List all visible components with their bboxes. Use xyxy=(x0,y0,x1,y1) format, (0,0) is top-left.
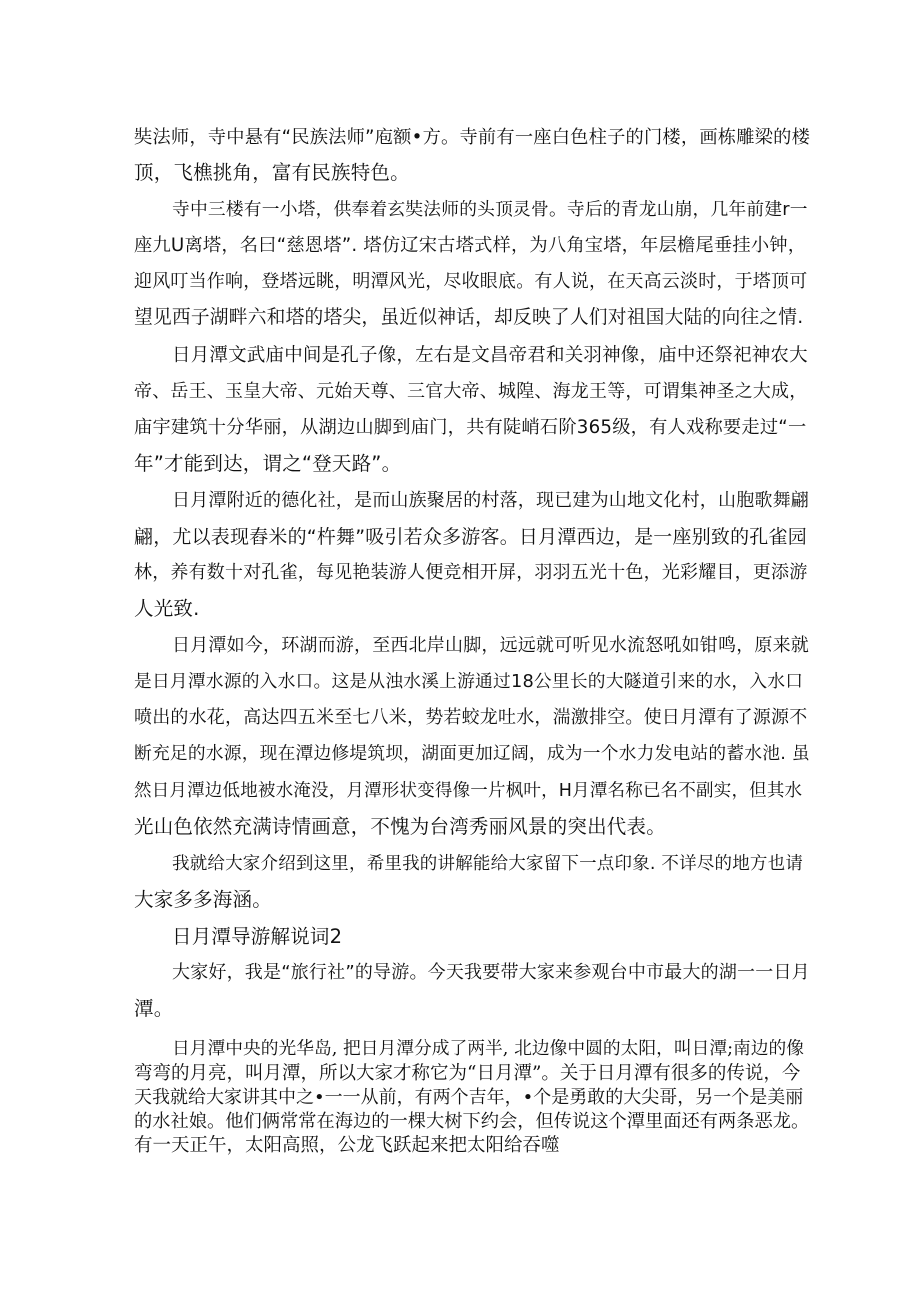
text-line: 潭。 xyxy=(134,997,174,1020)
text-line: 年”才能到达，谓之“登天路”。 xyxy=(134,452,402,475)
text-line: 弯弯的月亮，叫月潭，所以大家才称它为“日月潭”。关于日月潭有很多的传说，今 xyxy=(134,1063,801,1084)
text-line: 有一天正午，太阳高照，公龙飞跃起来把太阳给吞噬 xyxy=(134,1135,560,1156)
text-line: 顶，飞樵挑角，富有民族特色。 xyxy=(134,161,410,184)
text-line: 我就给大家介绍到这里，希里我的讲解能给大家留下一点印象. 不详尽的地方也请 xyxy=(172,854,804,874)
text-line: 日月潭附近的德化社，是而山族聚居的村落，现已建为山地文化村，山胞歌舞翩 xyxy=(172,490,809,511)
text-line: 日月潭中央的光华岛, 把日月潭分成了两半, 北边像中圆的太阳，叫日潭;南边的像 xyxy=(172,1039,805,1059)
text-line: 座九U离塔，名曰“慈恩塔”. 塔仿辽宋古塔式样，为八角宝塔，年层檐尾垂挂小钟， xyxy=(134,235,807,256)
text-line: 奘法师，寺中悬有“民族法师”庖额•方。寺前有一座白色柱子的门楼，画栋雕梁的楼 xyxy=(134,127,811,148)
text-line: 天我就给大家讲其中之•一一从前，有两个吉年，•个是勇敢的大尖哥，另一个是美丽 xyxy=(134,1087,804,1108)
text-line: 林，养有数十对孔雀，每见艳装游人便竞相开屏，羽羽五光十色，光彩耀目，更添游 xyxy=(134,562,808,583)
text-line: 望见西子湖畔六和塔的塔尖，虽近似神话，却反映了人们对祖国大陆的向往之情. xyxy=(134,307,804,328)
text-line: 帝、岳王、玉皇大帝、元始天尊、三官大帝、城隍、海龙王等，可谓集神圣之大成， xyxy=(134,381,808,402)
text-line: 断充足的水源，现在潭边修堤筑坝，湖面更加辽阔，成为一个水力发电站的蓄水池. 虽 xyxy=(134,744,810,764)
text-line: 光山色依然充满诗情画意，不愧为台湾秀丽风景的突出代表。 xyxy=(134,815,666,838)
text-line: 日月潭如今，环湖而游，至西北岸山脚，远远就可听见水流怒吼如钳鸣，原来就 xyxy=(172,635,809,656)
text-line: 日月潭文武庙中间是孔子像，左右是文昌帝君和关羽神像，庙中还祭祀神农大 xyxy=(172,345,808,366)
section-heading: 日月潭导游解说词2 xyxy=(172,925,343,948)
text-line: 寺中三楼有一小塔，供奉着玄奘法师的头顶灵骨。寺后的青龙山崩，几年前建r一 xyxy=(172,200,808,220)
text-line: 迎风叮当作响，登塔远眺，明潭风光，尽收眼底。有人说，在天高云淡时，于塔顶可 xyxy=(134,271,808,292)
text-line: 的水社娘。他们俩常常在海边的一棵大树下约会，但传说这个潭里面还有两条恶龙。 xyxy=(134,1111,810,1132)
text-line: 庙宇建筑十分华丽，从湖边山脚到庙门，共有陡峭石阶365级，有人戏称要走过“一 xyxy=(134,417,807,438)
text-line: 大家好，我是“旅行社”的导游。今天我要带大家来参观台中市最大的湖一一日月 xyxy=(172,962,810,983)
text-line: 然日月潭边低地被水淹没，月潭形状变得像一片枫叶，H月潭名称已名不副实，但其水 xyxy=(134,781,803,801)
text-line: 喷出的水花，高达四五米至七八米，势若蛟龙吐水，湍激排空。使日月潭有了源源不 xyxy=(134,707,808,728)
text-line: 大家多多海涵。 xyxy=(134,888,272,911)
text-line: 是日月潭水源的入水口。这是从浊水溪上游通过18公里长的大隧道引来的水，入水口 xyxy=(134,672,804,692)
text-line: 翩，尤以表现舂米的“杵舞”吸引若众多游客。日月潭西边，是一座别致的孔雀园 xyxy=(134,526,807,548)
text-line: 人光致. xyxy=(134,597,200,620)
